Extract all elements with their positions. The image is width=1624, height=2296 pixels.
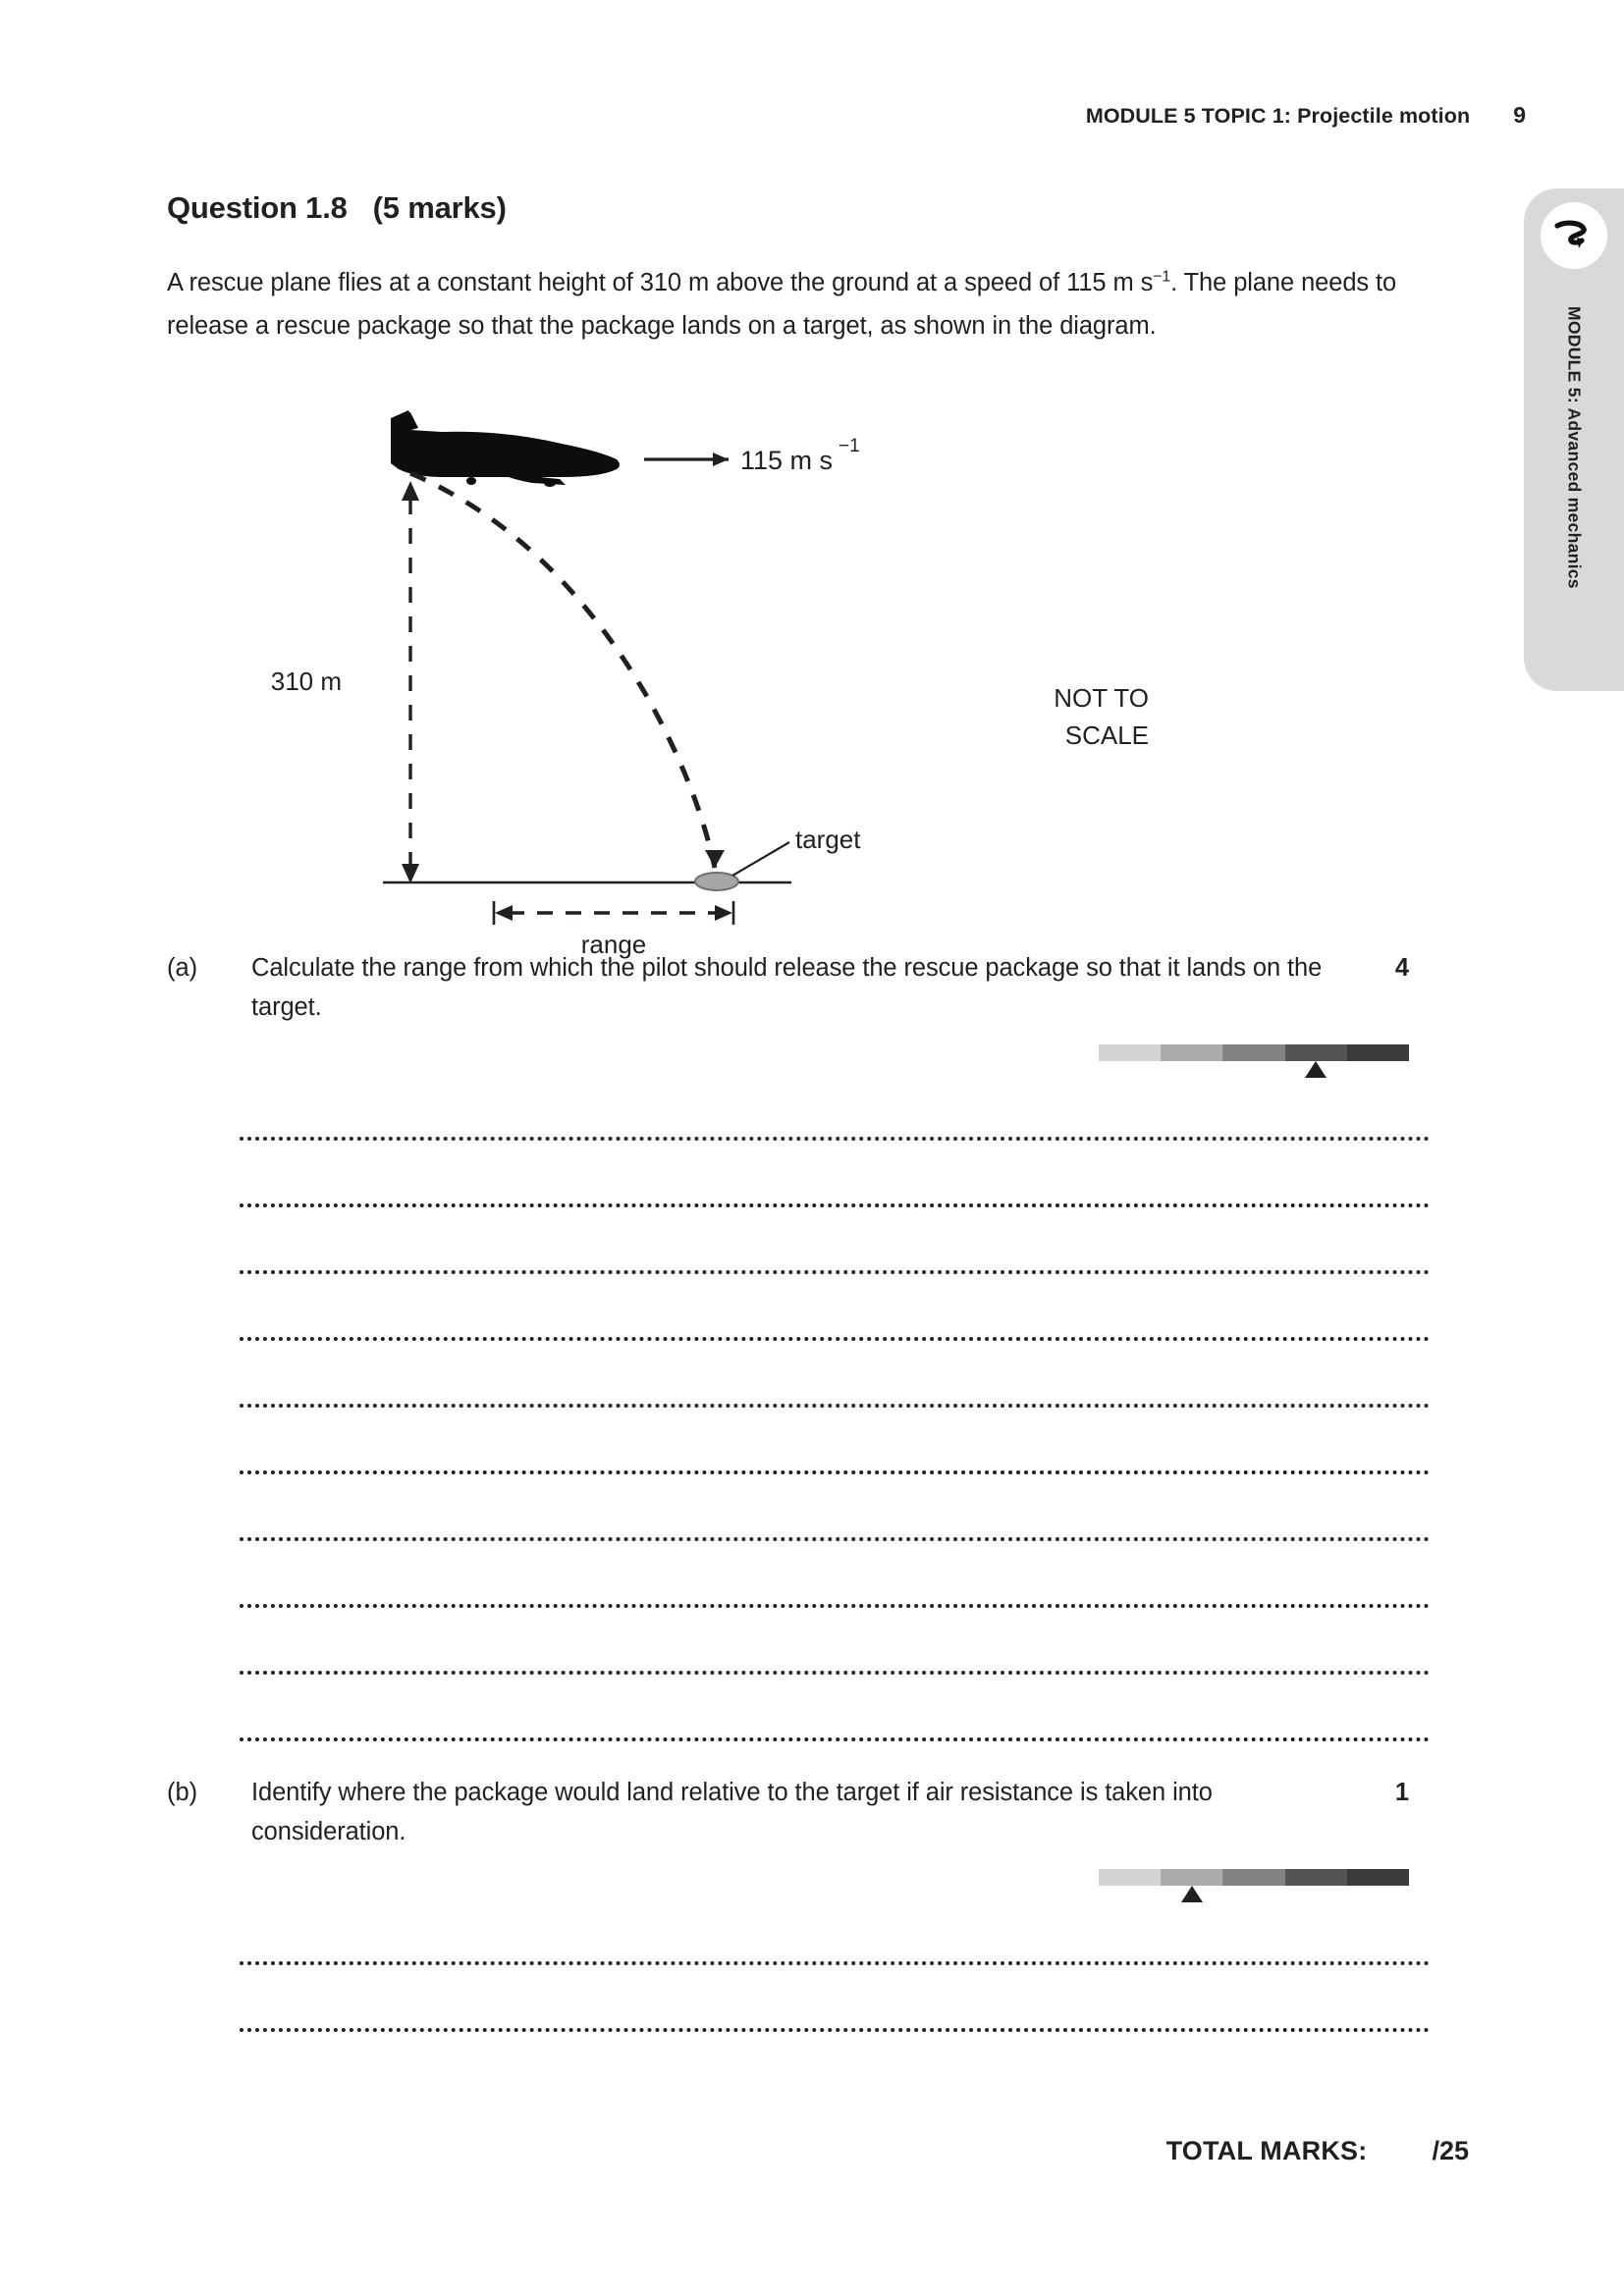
plane-silhouette xyxy=(391,410,620,487)
difficulty-segment-2 xyxy=(1161,1869,1222,1886)
difficulty-segment-5 xyxy=(1347,1044,1409,1061)
part-b-label: (b) xyxy=(167,1779,198,1806)
answer-line[interactable] xyxy=(240,1141,1430,1207)
stem-speed-value: 115 m s xyxy=(1066,269,1154,296)
part-b-row xyxy=(167,1773,1409,1851)
answer-line[interactable] xyxy=(240,1675,1430,1741)
height-label: 310 m xyxy=(270,667,342,696)
not-to-scale-line-2: SCALE xyxy=(1064,721,1149,750)
part-b-text: Identify where the package would land relative to the target if air resistance is taken into consideration. xyxy=(251,1779,1213,1845)
part-b-marks: 1 xyxy=(1394,1779,1409,1806)
page-number: 9 xyxy=(1513,102,1526,128)
stem-speed-exponent: −1 xyxy=(1153,268,1171,286)
part-b-difficulty-meter xyxy=(1099,1869,1409,1886)
difficulty-segment-3 xyxy=(1222,1869,1284,1886)
difficulty-segment-3 xyxy=(1222,1044,1284,1061)
difficulty-segment-5 xyxy=(1347,1869,1409,1886)
velocity-label-exponent: −1 xyxy=(839,436,860,456)
velocity-label: 115 m s xyxy=(740,446,834,475)
question-marks: (5 marks) xyxy=(372,190,507,225)
answer-line[interactable] xyxy=(240,1074,1430,1141)
part-a-row xyxy=(167,948,1409,1027)
part-a-text: Calculate the range from which the pilot should release the rescue package so that it lands on the target. xyxy=(251,954,1323,1021)
part-a-label: (a) xyxy=(167,954,198,982)
header-title: MODULE 5 TOPIC 1: Projectile motion xyxy=(1085,104,1471,128)
stem-line-3: on a target, as shown in the diagram. xyxy=(747,312,1157,340)
stem-line-1: A rescue plane flies at a constant height of 310 m above the ground at a speed of xyxy=(167,269,1060,296)
part-a-difficulty-meter xyxy=(1099,1044,1409,1061)
answer-line[interactable] xyxy=(240,1898,1430,1965)
answer-line[interactable] xyxy=(240,1408,1430,1474)
height-dimension xyxy=(402,481,419,883)
answer-line[interactable] xyxy=(240,1474,1430,1541)
side-tab-label: MODULE 5: Advanced mechanics xyxy=(1564,306,1585,589)
not-to-scale-line-1: NOT TO xyxy=(1054,683,1149,713)
difficulty-segment-1 xyxy=(1099,1044,1161,1061)
answer-line[interactable] xyxy=(240,1207,1430,1274)
answer-line[interactable] xyxy=(240,1965,1430,2032)
squiggle-arrow-icon xyxy=(1541,202,1607,269)
question-heading xyxy=(167,190,507,226)
trajectory-path xyxy=(410,473,715,868)
difficulty-segment-4 xyxy=(1285,1869,1347,1886)
answer-line[interactable] xyxy=(240,1608,1430,1675)
total-marks-value: /25 xyxy=(1432,2136,1469,2165)
side-tab-label-wrap xyxy=(1524,283,1624,675)
difficulty-bar xyxy=(1099,1869,1409,1886)
velocity-arrow xyxy=(644,453,729,466)
question-title: Question 1.8 xyxy=(167,190,348,225)
module-side-tab[interactable] xyxy=(1524,188,1624,691)
target-label: target xyxy=(795,825,861,854)
page-footer xyxy=(0,2136,1469,2166)
range-label: range xyxy=(580,930,647,959)
difficulty-bar xyxy=(1099,1044,1409,1061)
question-part-a xyxy=(167,948,1409,1061)
difficulty-segment-2 xyxy=(1161,1044,1222,1061)
answer-line[interactable] xyxy=(240,1541,1430,1608)
part-a-answer-lines[interactable] xyxy=(240,1074,1430,1741)
trajectory-arrowhead xyxy=(705,850,725,868)
answer-line[interactable] xyxy=(240,1341,1430,1408)
page-header xyxy=(0,102,1526,129)
part-b-answer-lines[interactable] xyxy=(240,1898,1430,2032)
difficulty-segment-4 xyxy=(1285,1044,1347,1061)
projectile-diagram xyxy=(167,400,1409,959)
answer-line[interactable] xyxy=(240,1274,1430,1341)
range-dimension xyxy=(494,901,733,925)
part-a-marks: 4 xyxy=(1394,954,1409,982)
question-part-b xyxy=(167,1773,1409,1886)
difficulty-segment-1 xyxy=(1099,1869,1161,1886)
stem-line-2: . The plane needs to release a rescue package so that the package lands xyxy=(167,269,1397,340)
target-leader-line xyxy=(732,842,789,876)
question-stem xyxy=(167,261,1409,347)
total-marks-label: TOTAL MARKS: xyxy=(1165,2136,1368,2165)
target-marker xyxy=(695,873,738,890)
